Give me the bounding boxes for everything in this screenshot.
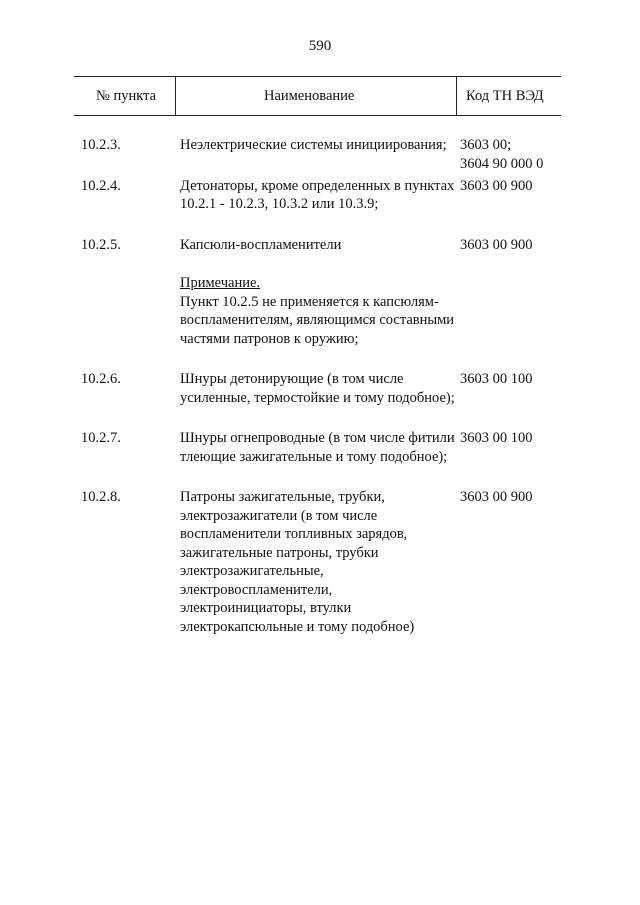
row-code-line: 3603 00 900 <box>460 236 533 253</box>
row-name <box>180 429 460 466</box>
note-title: Примечание. <box>180 275 261 291</box>
table-row <box>0 370 640 407</box>
row-code <box>460 136 610 173</box>
table-row <box>0 429 640 466</box>
row-number: 10.2.6. <box>81 371 121 387</box>
row-code-line: 3603 00 900 <box>460 177 533 194</box>
header-code: Код ТН ВЭД <box>466 88 544 104</box>
row-code <box>460 488 610 507</box>
table-row <box>0 177 640 214</box>
header-name: Наименование <box>264 88 355 104</box>
row-name-text: Шнуры огнепроводные (в том числе фитили тлеющие зажигательные и тому подобное); <box>180 430 455 465</box>
header-number: № пункта <box>96 88 157 104</box>
row-name-text: Неэлектрические системы инициирования; <box>180 137 447 153</box>
table-row <box>0 488 640 636</box>
table-row <box>0 136 640 172</box>
row-name-text: Шнуры детонирующие (в том числе усиленные, термостойкие и тому подобное); <box>180 371 455 406</box>
row-code-line: 3603 00 900 <box>460 489 533 505</box>
row-code-line: 3603 00; <box>460 137 512 153</box>
row-code <box>460 429 610 448</box>
note-text: Пункт 10.2.5 не применяется к капсюлям-воспламенителям, являющимся составными частями патронов к оружию; <box>180 293 455 347</box>
row-number: 10.2.4. <box>81 177 121 194</box>
row-code <box>460 236 610 255</box>
row-number: 10.2.7. <box>81 430 121 446</box>
row-number: 10.2.3. <box>81 137 121 153</box>
row-code <box>460 177 610 196</box>
row-code <box>460 370 610 389</box>
row-name <box>180 488 460 636</box>
row-name-text: Капсюли-воспламенители <box>180 236 342 253</box>
row-name <box>180 136 460 155</box>
page-number: 590 <box>308 38 332 54</box>
row-code-line: 3603 00 100 <box>460 430 533 446</box>
row-name-text: Патроны зажигательные, трубки, электрозажигатели (в том числе воспламенители топливных зарядов, зажигательные патроны, трубки электрозажигательные, электровоспламенители, электроинициаторы, втулки электрокапсюльные и тому подобное) <box>180 489 415 635</box>
row-note <box>180 274 460 348</box>
row-name-text: Детонаторы, кроме определенных в пунктах 10.2.1 - 10.2.3, 10.3.2 или 10.3.9; <box>180 177 455 212</box>
row-name <box>180 370 460 407</box>
header-divider-right <box>456 76 457 115</box>
table-header-rule <box>74 115 561 116</box>
row-number: 10.2.8. <box>81 489 121 505</box>
row-name <box>180 177 460 214</box>
table-top-rule <box>74 76 561 77</box>
row-code-line: 3603 00 100 <box>460 371 533 387</box>
header-divider-left <box>175 76 176 115</box>
table-body <box>0 136 640 658</box>
row-number: 10.2.5. <box>81 236 121 253</box>
row-code-line: 3604 90 000 0 <box>460 155 544 172</box>
row-name <box>180 236 460 349</box>
table-row <box>0 236 640 349</box>
